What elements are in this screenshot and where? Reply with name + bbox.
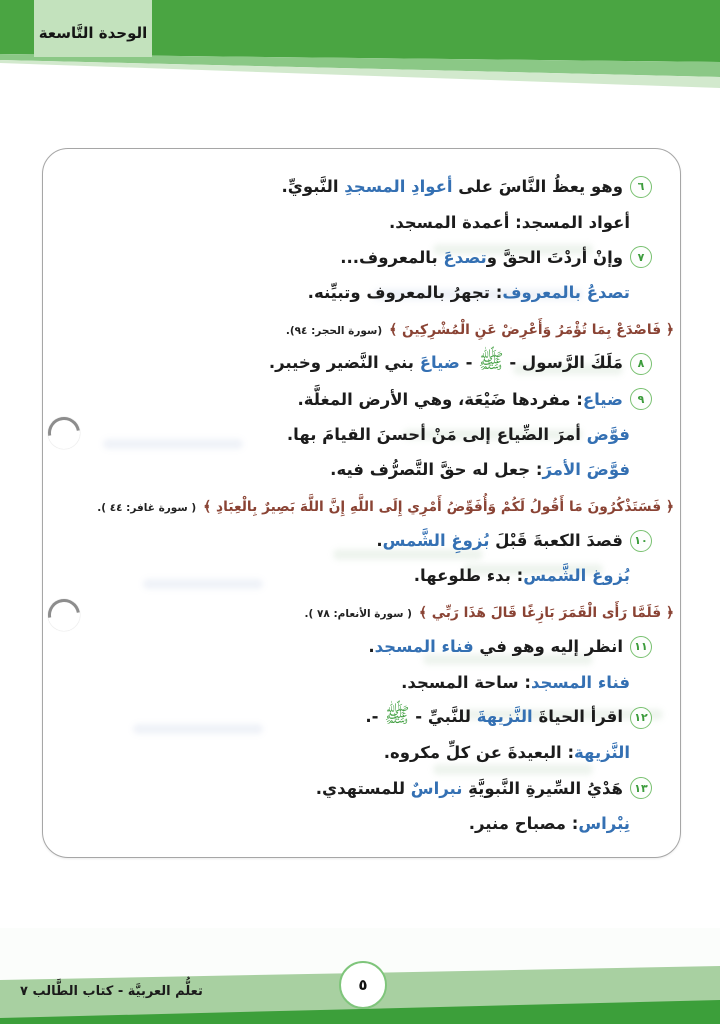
line-text [286,319,674,338]
glossary-term: تصدعَ [443,247,487,267]
line-def [59,558,652,593]
glossary-term: بُزوغِ الشَّمس [382,531,490,551]
glossary-term: فوَّضَ الأمرَ [542,460,630,480]
line-verse [59,594,674,629]
line-text [269,348,623,379]
text-run: قصدَ الكعبةَ قَبْلَ [489,531,623,551]
text-run: وإنْ أردْتَ الحقَّ و [486,247,623,267]
glossary-term: نبراسٌ [410,778,463,798]
verse-citation: ( سورة غافر: ٤٤ ). [97,501,197,514]
glossary-term: ضياعَ [419,353,460,373]
line-item [59,240,652,275]
glossary-term: ضياع [582,389,623,409]
line-text [97,496,674,515]
line-item [59,169,652,204]
line-text [330,460,630,479]
line-def [59,452,652,487]
line-def [59,806,652,841]
line-text [281,177,623,196]
line-plain [59,417,652,452]
text-run: مَلَكَ الرَّسول - [503,353,623,373]
unit-tab [34,0,152,57]
glossary-term: النَّزيهة [574,743,630,763]
text-run: هَدْيُ السِّيرةِ النَّبويَّةِ [462,778,623,798]
line-text [308,283,630,302]
glossary-term: بُزوغ الشَّمس [523,566,630,586]
line-item [59,771,652,806]
line-verse [59,311,674,346]
card-content [43,149,680,857]
line-text [340,248,623,267]
line-item [59,346,652,381]
text-run: : ساحة المسجد. [401,672,531,692]
page-number: ٥ [358,976,368,994]
line-text [316,779,623,798]
text-run: : مصباح منير. [468,814,579,834]
glossary-term: نِبْراس [578,814,630,834]
unit-label: الوحدة التَّاسعة [38,23,148,42]
line-text [376,531,623,550]
salawat-symbol: ﷺ [384,703,410,728]
line-text [469,814,630,833]
line-def [59,735,652,770]
line-text [305,602,674,621]
salawat-symbol: ﷺ [478,349,504,374]
line-item [59,629,652,664]
line-def [59,275,652,310]
line-text [414,566,630,585]
line-text [401,673,630,692]
text-run: -. [365,707,385,727]
text-run: . [376,531,383,551]
line-def [59,204,652,239]
line-text [365,702,623,733]
page-number-circle [339,961,387,1009]
glossary-term: تصدعُ بالمعروف [502,283,630,303]
page-card [42,148,681,858]
text-run: بالمعروف... [340,247,444,267]
footer-area [0,928,720,1024]
item-number-badge: ٩ [630,388,652,410]
item-number-badge: ١٢ [630,707,652,729]
item-number-badge: ٨ [630,353,652,375]
glossary-term: النَّزيهةَ [476,707,533,727]
text-run: بني النَّضير وخيبر. [268,353,420,373]
line-item [59,523,652,558]
footer-book-title: تعلُّم العربيَّة - كتاب الطَّالب ٧ [20,984,203,999]
glossary-term: أعوادِ المسجدِ [344,177,453,197]
item-number-badge: ١٠ [630,530,652,552]
line-item [59,700,652,735]
quran-verse-text: ﴿ فَاصْدَعْ بِمَا تُؤْمَرُ وَأَعْرِضْ عَنِ الْمُشْرِكِينَ ﴾ [389,321,674,338]
line-text [287,425,630,444]
glossary-term: فناء المسجد [530,672,630,692]
line-text [298,390,623,409]
text-run: للمستهدي. [315,778,411,798]
glossary-term: فوَّض [586,424,630,444]
item-number-badge: ٧ [630,246,652,268]
text-run: وهو يعظُ النَّاسَ على [452,177,623,197]
text-run: . [368,637,375,657]
item-number-badge: ١٣ [630,777,652,799]
text-run: : تجهرُ بالمعروف وتبيِّنه. [307,283,503,303]
line-item [59,381,652,416]
text-run: النَّبويِّ. [281,177,345,197]
text-run: : البعيدةَ عن كلِّ مكروه. [383,743,575,763]
text-run: للنَّبيِّ - [409,707,477,727]
glossary-term: فناء المسجد [374,637,474,657]
item-number-badge: ٦ [630,176,652,198]
line-text [389,213,630,232]
text-run: : مفردها ضَيْعَة، وهي الأرض المغلَّة. [297,389,583,409]
text-run: أعواد المسجد: أعمدة المسجد. [388,212,630,232]
line-def [59,664,652,699]
quran-verse-text: ﴿ فَلَمَّا رَأَى الْقَمَرَ بَازِغًا قَالَ هَذَا رَبِّي ﴾ [418,604,674,621]
line-verse [59,488,674,523]
text-run: - [459,353,479,373]
line-text [384,743,630,762]
text-run: : جعل له حقَّ التَّصرُّف فيه. [330,460,543,480]
text-run: اقرأ الحياةَ [532,707,623,727]
text-run: أمرَ الضِّياع إلى مَنْ أحسنَ القيامَ بها. [286,424,587,444]
verse-citation: ( سورة الأنعام: ٧٨ ). [304,607,412,620]
verse-citation: (سورة الحجر: ٩٤). [285,324,383,337]
item-number-badge: ١١ [630,636,652,658]
quran-verse-text: ﴿ فَسَتَذْكُرُونَ مَا أَقُولُ لَكُمْ وَأُفَوِّضُ أَمْرِي إِلَى اللَّهِ إِنَّ اللَّهَ بَصِيرٌ بِالْعِبَادِ ﴾ [203,498,674,515]
text-run: انظر إليه وهو في [473,637,623,657]
line-text [368,637,623,656]
text-run: : بدء طلوعها. [413,566,524,586]
